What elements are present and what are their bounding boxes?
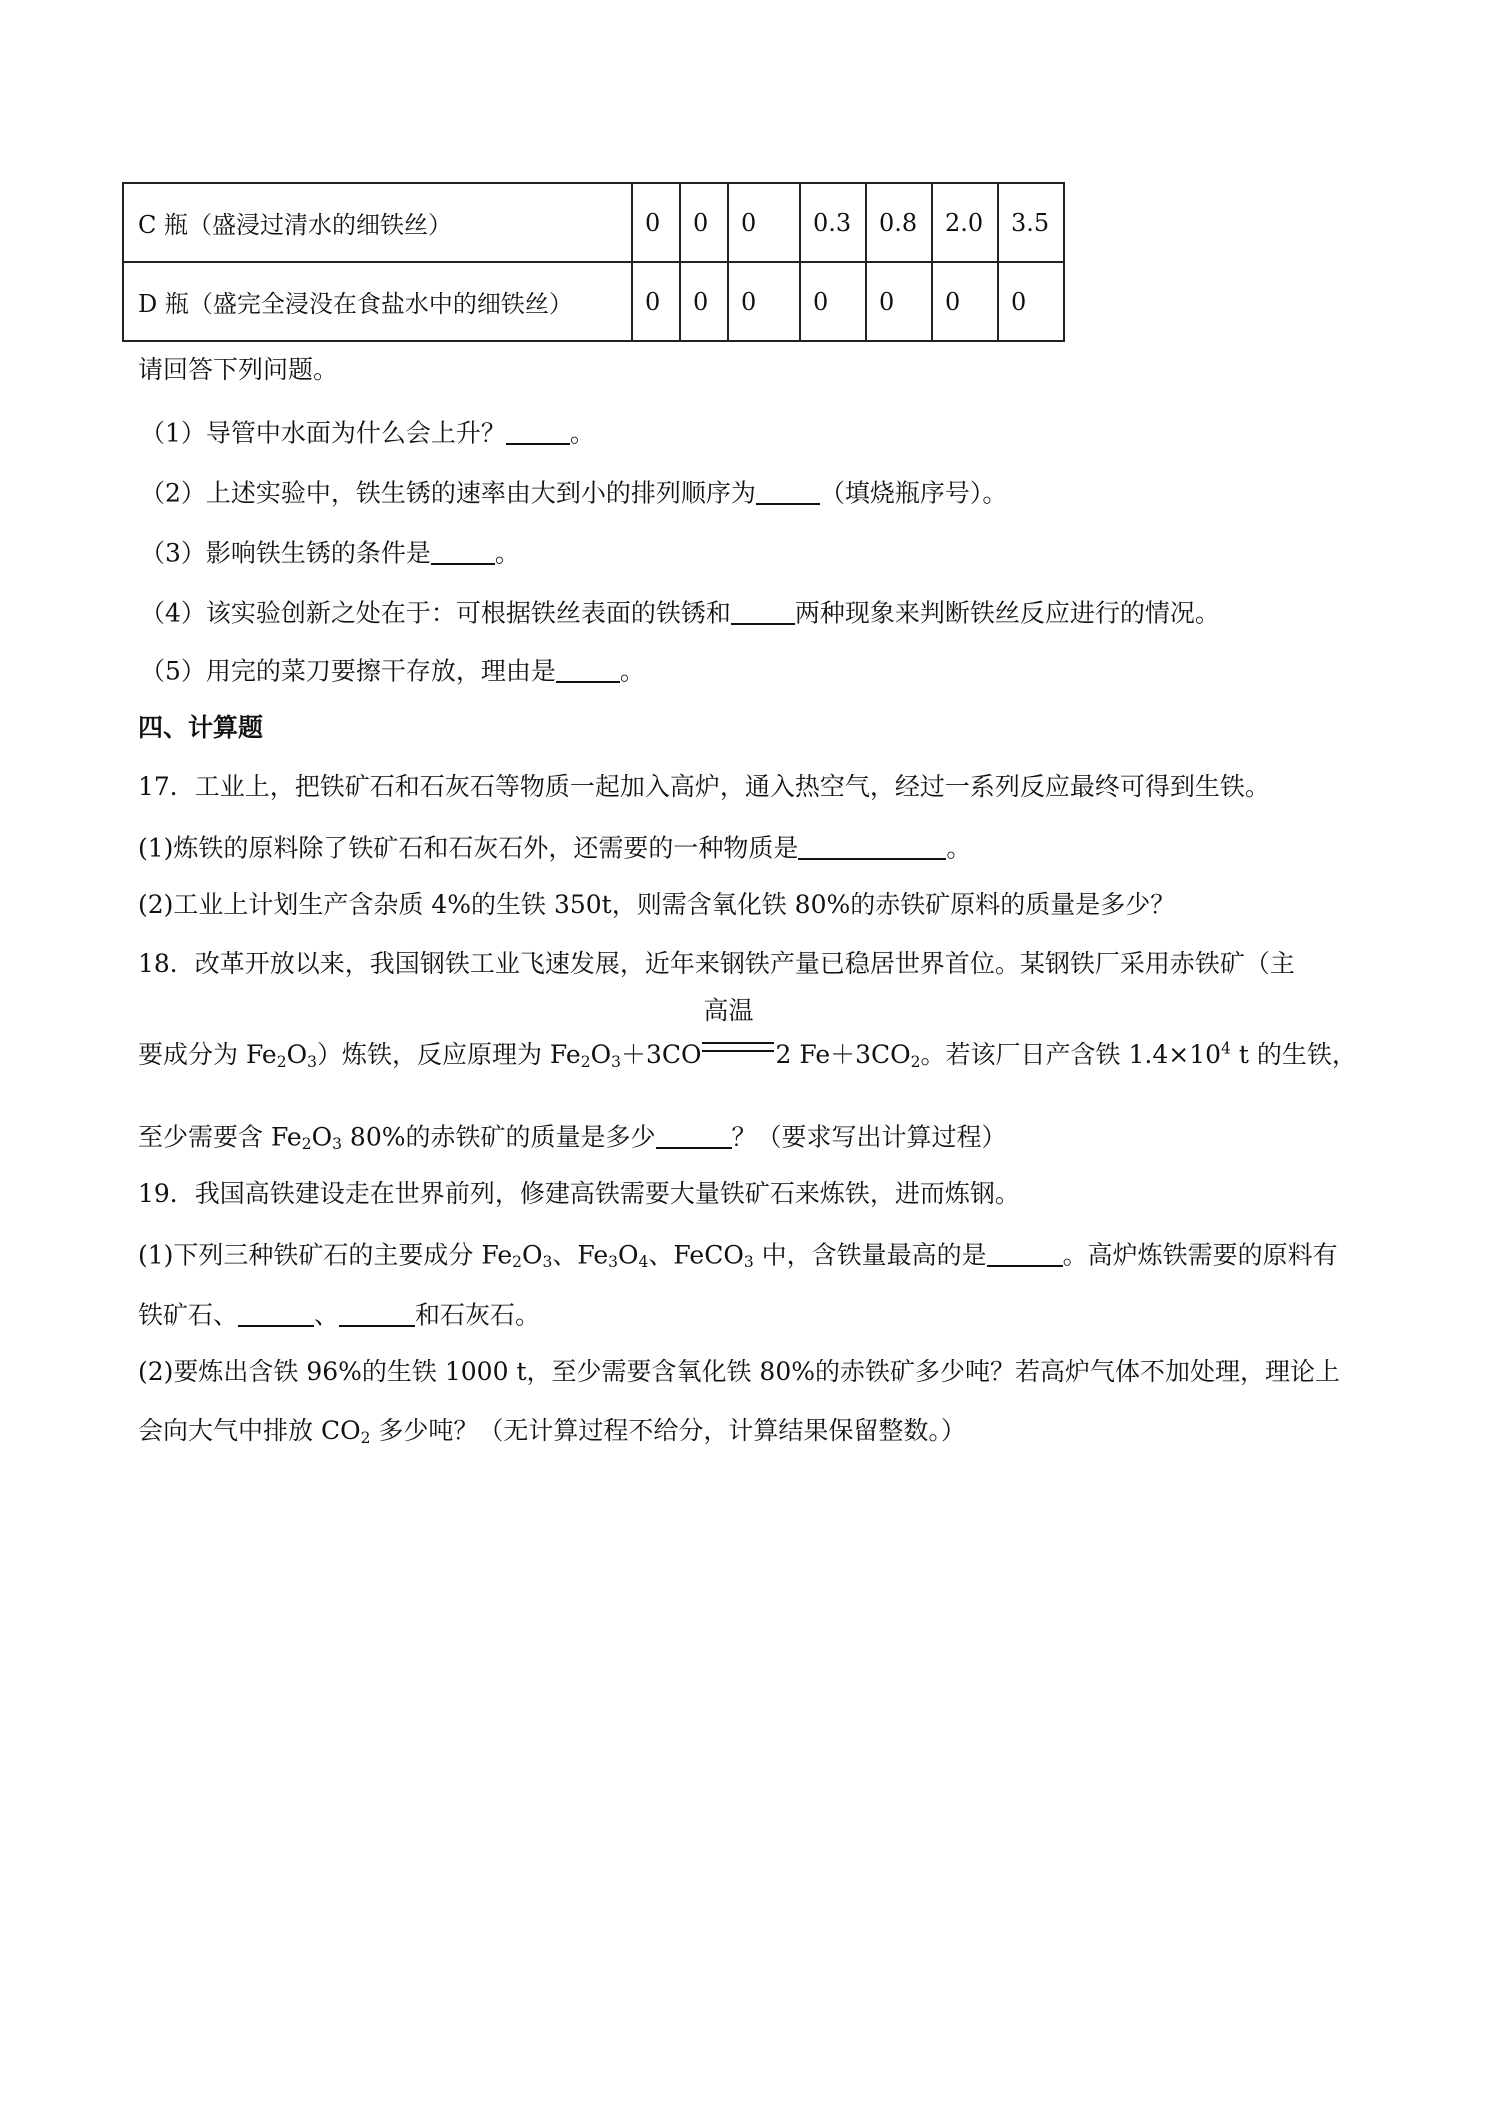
table-cell: 0 [728,183,800,262]
table-cell: 0 [680,262,728,341]
q17-stem: 17．工业上，把铁矿石和石灰石等物质一起加入高炉，通入热空气，经过一系列反应最终可得到生铁。 [138,772,1270,801]
table-cell: 0 [800,262,866,341]
table-row [123,183,1064,262]
answer-blank [756,478,820,505]
answer-blank [731,598,795,625]
q19-part1-line1: (1)下列三种铁矿石的主要成分 $Fe_2O_3$、$Fe_3O_4$、FeCO$_3$ 中，含铁量最高的是 。高炉炼铁需要的原料有 [138,1240,1338,1272]
q16-part4: （4）该实验创新之处在于：可根据铁丝表面的铁锈和 两种现象来判断铁丝反应进行的情况。 [140,598,1220,628]
q19-part1-line2: 铁矿石、 、 和石灰石。 [138,1300,541,1330]
reaction-arrow [702,996,776,1063]
answer-blank [987,1240,1063,1267]
q16-intro: 请回答下列问题。 [138,355,339,384]
q19-part2-line1: (2)要炼出含铁 96%的生铁 1000 t，至少需要含氧化铁 80%的赤铁矿多少吨？若高炉气体不加处理，理论上 [138,1357,1341,1386]
table-row [123,262,1064,341]
table-cell: 0 [866,262,932,341]
q18-line3: 至少需要含 $Fe_2O_3$ 80%的赤铁矿的质量是多少 ？（要求写出计算过程） [138,1122,1007,1154]
table-cell: 0 [632,262,680,341]
table-cell: 0.8 [866,183,932,262]
q16-part1: （1）导管中水面为什么会上升？ 。 [140,418,595,448]
q16-part2: （2）上述实验中，铁生锈的速率由大到小的排列顺序为 （填烧瓶序号）。 [140,478,1008,508]
answer-blank [798,833,946,860]
row-label: C 瓶（盛浸过清水的细铁丝） [123,183,632,262]
answer-blank [431,538,495,565]
answer-blank [556,656,620,683]
q16-part3: （3）影响铁生锈的条件是 。 [140,538,520,568]
q19-stem: 19．我国高铁建设走在世界前列，修建高铁需要大量铁矿石来炼铁，进而炼钢。 [138,1179,1020,1208]
reaction-condition: 高温 [703,996,754,1025]
answer-blank [238,1300,314,1327]
section-title: 四、计算题 [138,713,264,742]
rust-data-table [122,182,1065,342]
table-cell: 0 [680,183,728,262]
q17-part2: (2)工业上计划生产含杂质 4%的生铁 350t，则需含氧化铁 80%的赤铁矿原料的质量是多少？ [138,890,1176,919]
answer-blank [339,1300,415,1327]
table-cell: 0 [998,262,1064,341]
answer-blank [656,1122,732,1149]
table-cell: 0 [728,262,800,341]
row-label: D 瓶（盛完全浸没在食盐水中的细铁丝） [123,262,632,341]
table-cell: 3.5 [998,183,1064,262]
q18-equation-line: 要成分为 $Fe_2O_3$）炼铁，反应原理为 $Fe_2O_3+3CO$ 高温 2 $Fe+3CO_2$。若该厂日产含铁 $1.4\times 10^4$ t 的生铁， [138,996,1357,1071]
q16-part5: （5）用完的菜刀要擦干存放，理由是 。 [140,656,645,686]
q19-part2-line2: 会向大气中排放 $CO_2$ 多少吨？（无计算过程不给分，计算结果保留整数。） [138,1416,966,1447]
q18-line1: 18．改革开放以来，我国钢铁工业飞速发展，近年来钢铁产量已稳居世界首位。某钢铁厂采用赤铁矿（主 [138,949,1295,978]
table-cell: 0 [932,262,998,341]
table-cell: 0 [632,183,680,262]
answer-blank [506,418,570,445]
table-cell: 0.3 [800,183,866,262]
q17-part1: (1)炼铁的原料除了铁矿石和石灰石外，还需要的一种物质是 。 [138,833,972,863]
double-line-arrow-icon [702,1042,774,1052]
table-cell: 2.0 [932,183,998,262]
